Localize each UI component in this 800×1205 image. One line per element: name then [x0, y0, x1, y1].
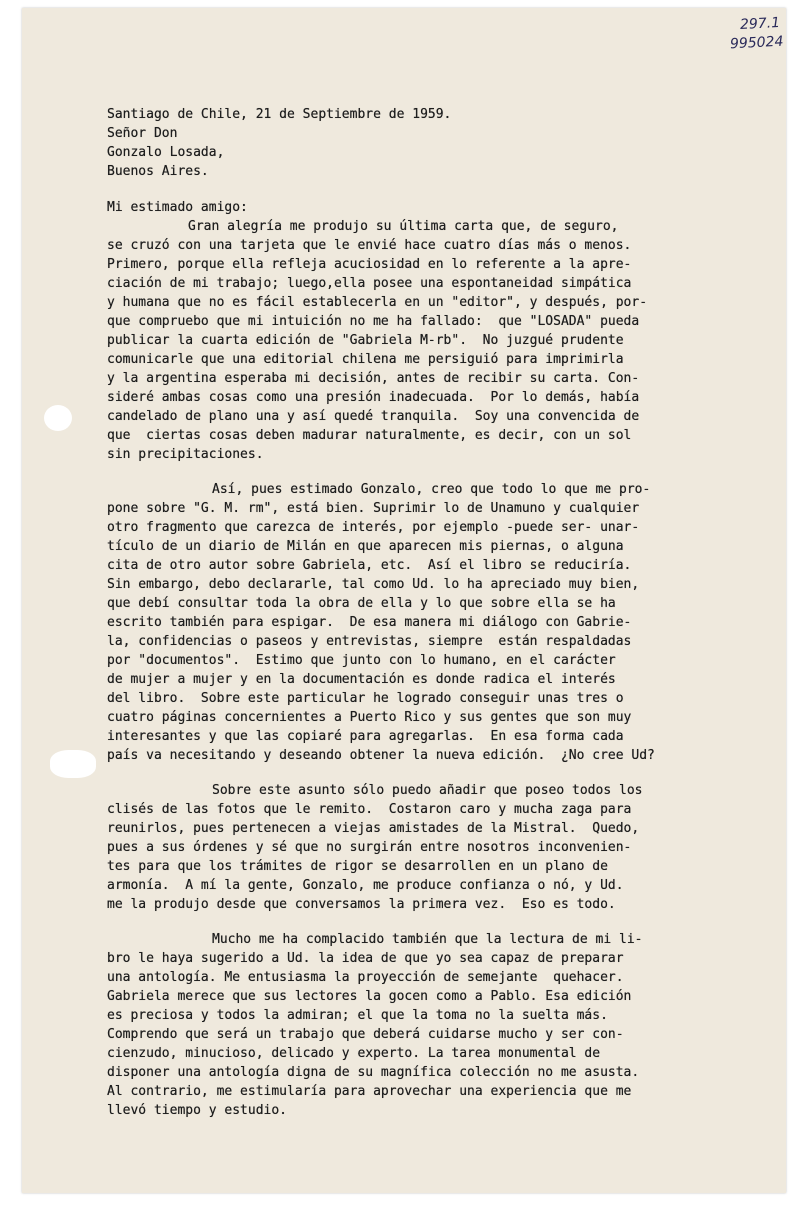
- body-line: la, confidencias o paseos y entrevistas, siempre están respaldadas: [107, 634, 632, 649]
- recipient-city: Buenos Aires.: [107, 164, 209, 179]
- body-line: escrito también para espigar. De esa manera mi diálogo con Gabrie-: [107, 615, 632, 630]
- body-line: que debí consultar toda la obra de ella y lo que sobre ella se ha: [107, 596, 616, 611]
- body-line: es preciosa y todos la admiran; el que la toma no la suelta más.: [107, 1008, 608, 1023]
- greeting: Mi estimado amigo:: [107, 200, 248, 215]
- body-line: Primero, porque ella refleja acuciosidad en lo referente a la apre-: [107, 257, 632, 272]
- handwritten-annotation: 297.1: [739, 14, 781, 34]
- body-line: tículo de un diario de Milán en que aparecen mis piernas, o alguna: [107, 539, 624, 554]
- body-line: Mucho me ha complacido también que la lectura de mi li-: [212, 932, 643, 947]
- body-line: otro fragmento que carezca de interés, por ejemplo -puede ser- unar-: [107, 520, 640, 535]
- body-line: Gabriela merece que sus lectores la gocen como a Pablo. Esa edición: [107, 989, 632, 1004]
- body-line: interesantes y que las copiaré para agregarlas. En esa forma cada: [107, 729, 624, 744]
- body-line: comunicarle que una editorial chilena me persiguió para imprimirla: [107, 352, 624, 367]
- body-line: me la produjo desde que conversamos la primera vez. Eso es todo.: [107, 897, 616, 912]
- body-line: bro le haya sugerido a Ud. la idea de que yo sea capaz de preparar: [107, 951, 624, 966]
- body-line: cienzudo, minucioso, delicado y experto. La tarea monumental de: [107, 1046, 601, 1061]
- body-line: una antología. Me entusiasma la proyección de semejante quehacer.: [107, 970, 624, 985]
- body-line: país va necesitando y deseando obtener la nueva edición. ¿No cree Ud?: [107, 748, 655, 763]
- body-line: Gran alegría me produjo su última carta que, de seguro,: [188, 219, 619, 234]
- body-line: pone sobre "G. M. rm", está bien. Suprimir lo de Unamuno y cualquier: [107, 501, 640, 516]
- body-line: llevó tiempo y estudio.: [107, 1103, 288, 1118]
- body-line: clisés de las fotos que le remito. Costaron caro y mucha zaga para: [107, 802, 632, 817]
- body-line: tes para que los trámites de rigor se desarrollen en un plano de: [107, 859, 608, 874]
- body-line: y humana que no es fácil establecerla en un "editor", y después, por-: [107, 295, 648, 310]
- body-line: Sin embargo, debo declararle, tal como Ud. lo ha apreciado muy bien,: [107, 577, 640, 592]
- punch-hole: [44, 405, 72, 431]
- body-line: de mujer a mujer y en la documentación es donde radica el interés: [107, 672, 616, 687]
- body-line: sin precipitaciones.: [107, 447, 264, 462]
- body-line: armonía. A mí la gente, Gonzalo, me produce confianza o nó, y Ud.: [107, 878, 624, 893]
- body-line: disponer una antología digna de su magnífica colección no me asusta.: [107, 1065, 640, 1080]
- body-line: del libro. Sobre este particular he logrado conseguir unas tres o: [107, 691, 624, 706]
- body-line: se cruzó con una tarjeta que le envié hace cuatro días más o menos.: [107, 238, 632, 253]
- body-line: candelado de plano una y así quedé tranquila. Soy una convencida de: [107, 409, 640, 424]
- date-line: Santiago de Chile, 21 de Septiembre de 1959.: [107, 107, 452, 122]
- body-line: Al contrario, me estimularía para aprovechar una experiencia que me: [107, 1084, 632, 1099]
- body-line: Así, pues estimado Gonzalo, creo que todo lo que me pro-: [212, 482, 651, 497]
- body-line: que ciertas cosas deben madurar naturalmente, es decir, con un sol: [107, 428, 632, 443]
- punch-hole: [50, 750, 96, 778]
- body-line: y la argentina esperaba mi decisión, antes de recibir su carta. Con-: [107, 371, 640, 386]
- body-line: que compruebo que mi intuición no me ha fallado: que "LOSADA" pueda: [107, 314, 640, 329]
- body-line: Sobre este asunto sólo puedo añadir que poseo todos los: [212, 783, 643, 798]
- body-line: cita de otro autor sobre Gabriela, etc. Así el libro se reduciría.: [107, 558, 632, 573]
- handwritten-annotation: 995024: [729, 33, 784, 53]
- recipient-name: Gonzalo Losada,: [107, 145, 225, 160]
- body-line: publicar la cuarta edición de "Gabriela M-rb". No juzgué prudente: [107, 333, 624, 348]
- body-line: cuatro páginas concernientes a Puerto Rico y sus gentes que son muy: [107, 710, 632, 725]
- salutation-title: Señor Don: [107, 126, 178, 141]
- body-line: reunirlos, pues pertenecen a viejas amistades de la Mistral. Quedo,: [107, 821, 640, 836]
- body-line: sideré ambas cosas como una presión inadecuada. Por lo demás, había: [107, 390, 640, 405]
- body-line: pues a sus órdenes y sé que no surgirán entre nosotros inconvenien-: [107, 840, 632, 855]
- body-line: ciación de mi trabajo; luego,ella posee una espontaneidad simpática: [107, 276, 632, 291]
- body-line: por "documentos". Estimo que junto con lo humano, en el carácter: [107, 653, 616, 668]
- body-line: Comprendo que será un trabajo que deberá cuidarse mucho y ser con-: [107, 1027, 624, 1042]
